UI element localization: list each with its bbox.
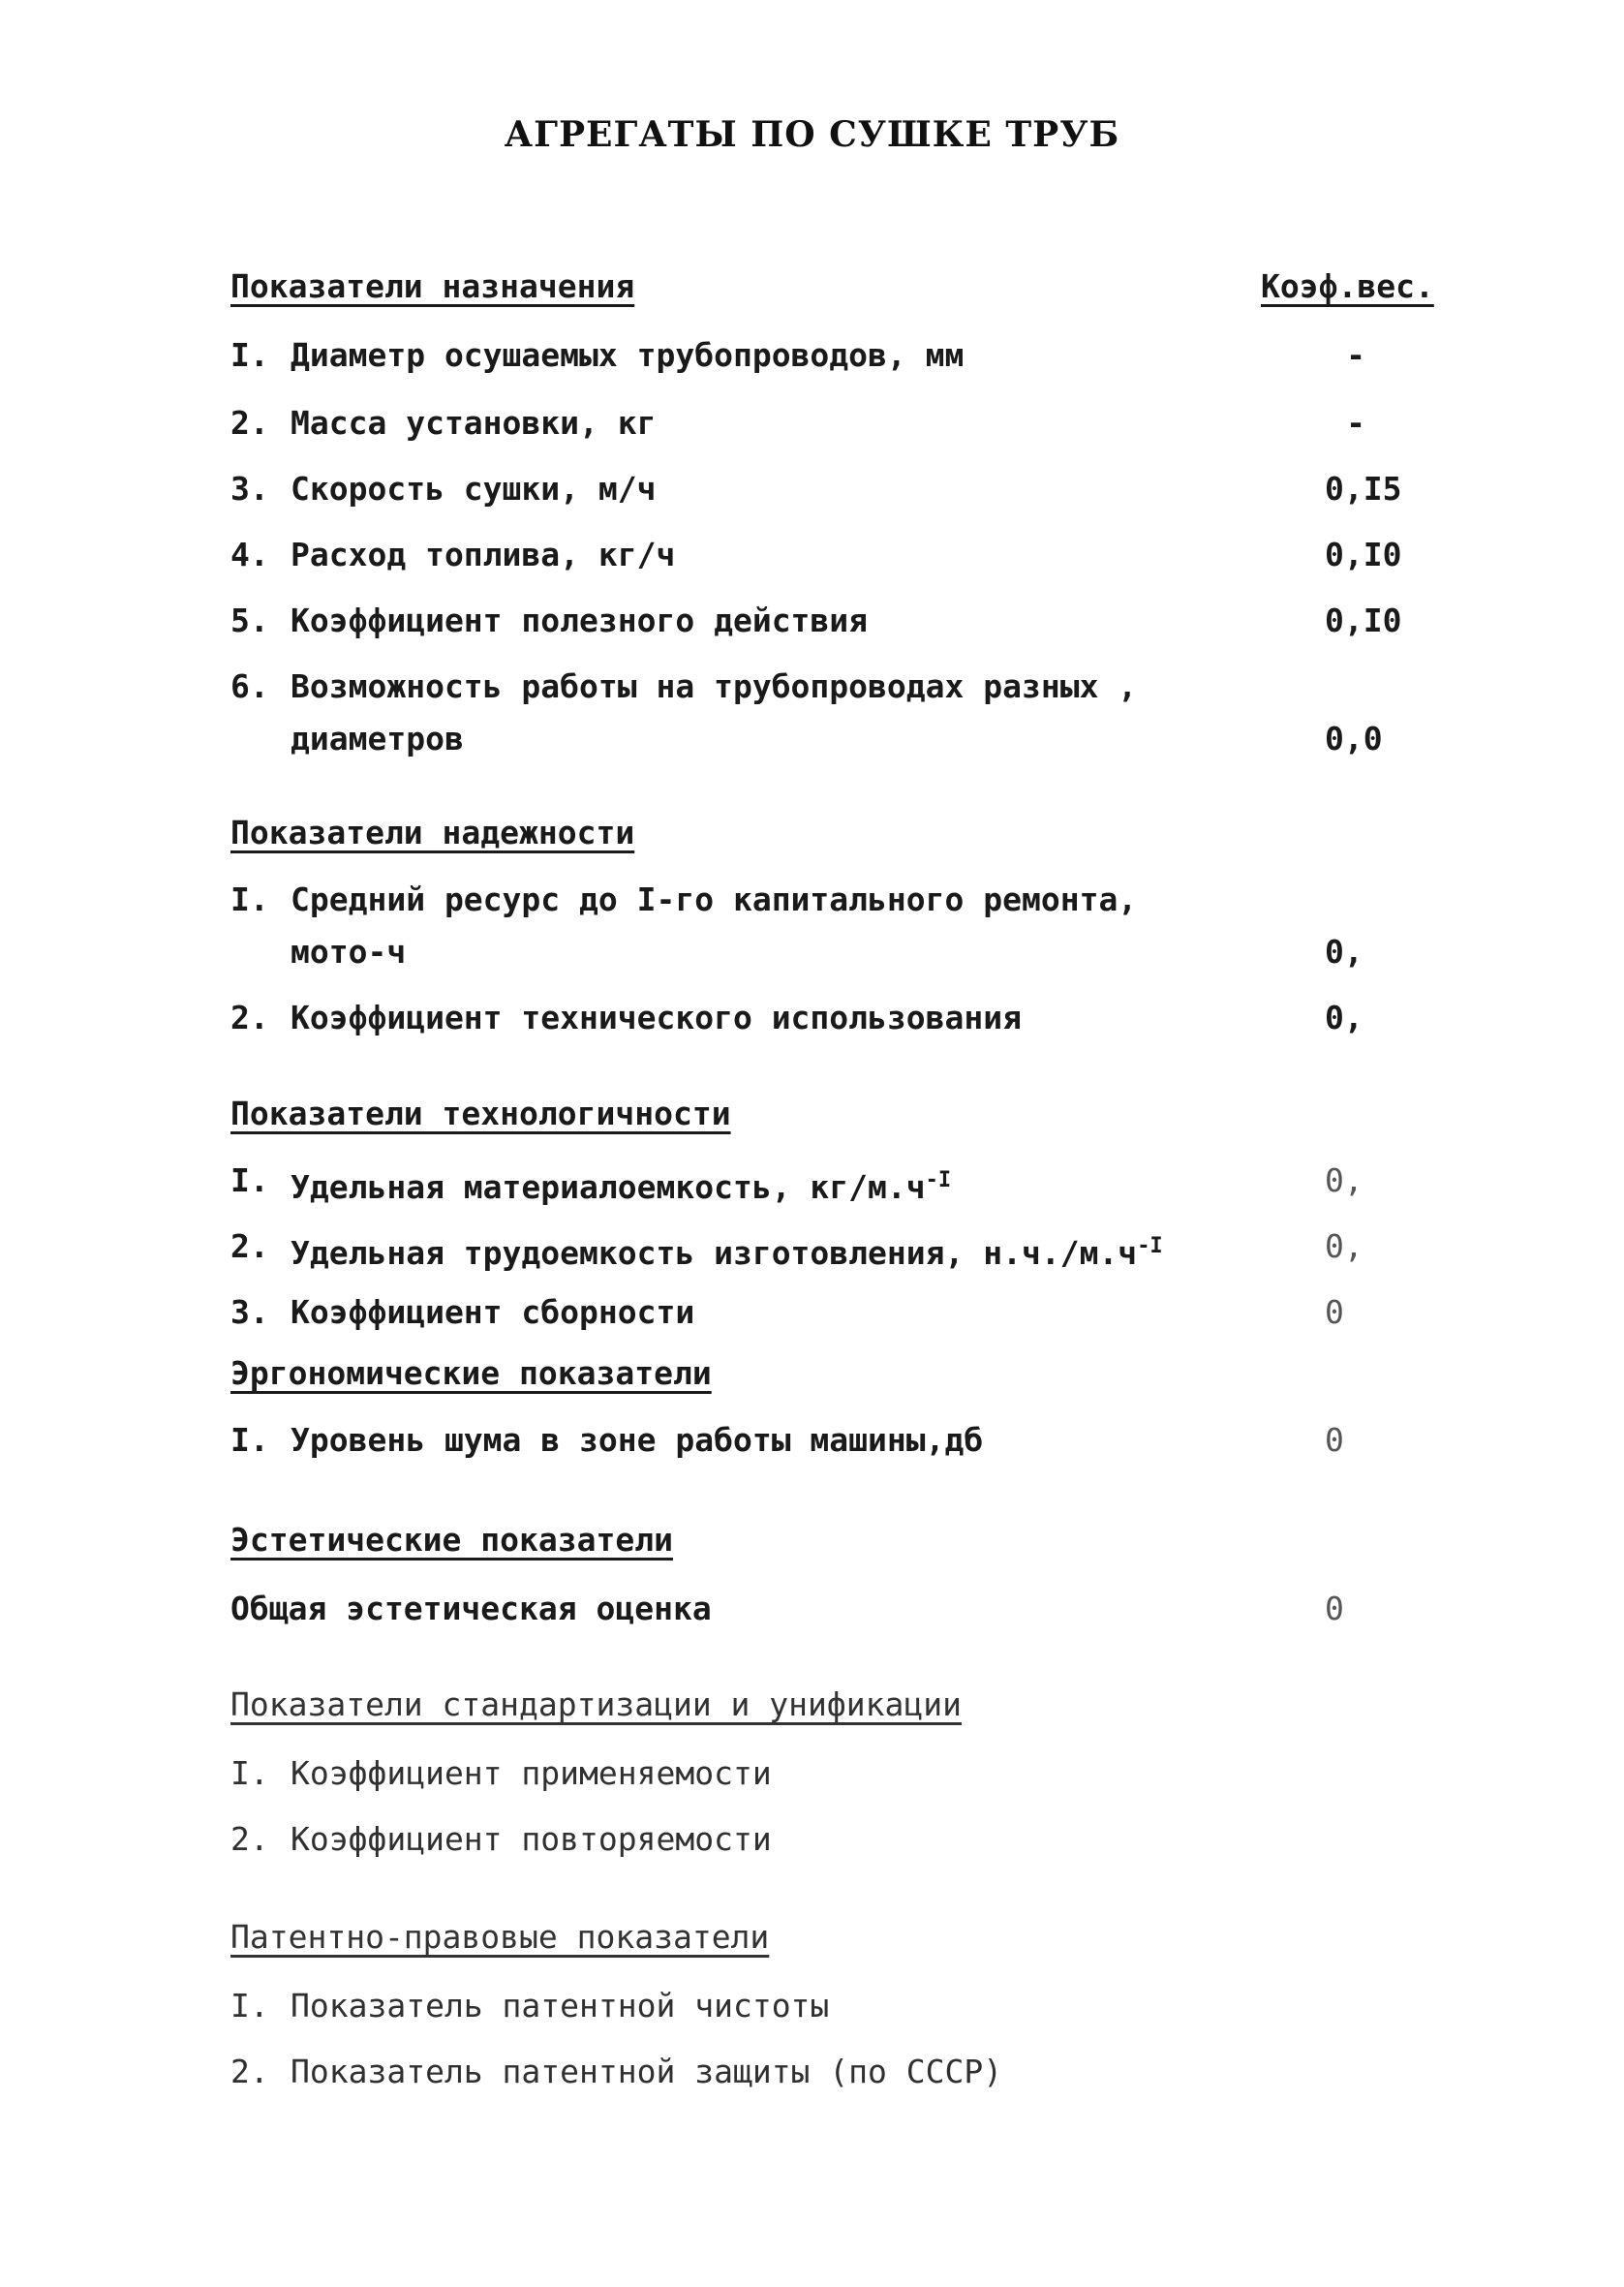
item-text: Расход топлива, кг/ч <box>291 536 676 573</box>
item-number: 6. <box>230 667 269 705</box>
item-number: 2. <box>230 999 269 1036</box>
item-coefficient: 0 <box>1325 1293 1344 1331</box>
item-number: 4. <box>230 536 269 573</box>
item-coefficient: 0,I0 <box>1325 536 1402 573</box>
list-item <box>230 1583 1373 1635</box>
item-number: I. <box>230 1161 269 1199</box>
item-coefficient: 0, <box>1325 1227 1364 1265</box>
item-text: Коэффициент применяемости <box>291 1754 772 1792</box>
item-text-main: Удельная материалоемкость, кг/м.ч <box>291 1168 926 1206</box>
item-coefficient: - <box>1346 404 1365 442</box>
item-number: 3. <box>230 470 269 508</box>
item-number: I. <box>230 1421 269 1459</box>
unit-exponent: -I <box>1137 1234 1163 1258</box>
list-item <box>230 1221 1373 1280</box>
list-item <box>230 1414 1373 1467</box>
section-heading-purpose: Показатели назначения <box>230 267 635 305</box>
item-text: Масса установки, кг <box>291 404 657 442</box>
item-text: Показатель патентной защиты (по СССР) <box>291 2053 1003 2090</box>
item-coefficient: - <box>1346 336 1365 374</box>
item-text: Средний ресурс до I-го капитального ремонта, мото-ч <box>291 881 1138 971</box>
item-text: Скорость сушки, м/ч <box>291 470 657 508</box>
list-item <box>230 661 1373 765</box>
list-item <box>230 1980 1373 2032</box>
section-heading-patent: Патентно-правовые показатели <box>230 1918 770 1956</box>
list-item <box>230 329 1373 382</box>
list-item <box>230 463 1373 515</box>
item-text: Показатель патентной чистоты <box>291 1987 830 2024</box>
list-item <box>230 397 1373 449</box>
item-coefficient: 0,I5 <box>1325 470 1402 508</box>
item-number: 3. <box>230 1293 269 1331</box>
list-item <box>230 992 1373 1044</box>
item-text: Диаметр осушаемых трубопроводов, мм <box>291 336 965 374</box>
item-coefficient: 0, <box>1325 933 1364 971</box>
item-number: 2. <box>230 1227 269 1265</box>
item-number: I. <box>230 336 269 374</box>
unit-exponent: -I <box>925 1168 952 1192</box>
list-item <box>230 1747 1373 1800</box>
item-number: 2. <box>230 2053 269 2090</box>
section-heading-reliability: Показатели надежности <box>230 814 635 851</box>
item-text <box>291 1155 1259 1214</box>
list-item <box>230 2046 1373 2098</box>
item-text: Коэффициент полезного действия <box>291 602 869 639</box>
item-text: Общая эстетическая оценка <box>230 1590 712 1627</box>
section-heading-standardization: Показатели стандартизации и унификации <box>230 1685 962 1723</box>
list-item <box>230 595 1373 647</box>
item-number: 5. <box>230 602 269 639</box>
item-coefficient: 0,0 <box>1325 720 1383 757</box>
section-heading-ergonomic: Эргономические показатели <box>230 1354 712 1392</box>
section-heading-aesthetic: Эстетические показатели <box>230 1521 673 1559</box>
item-text: Уровень шума в зоне работы машины,дб <box>291 1421 984 1459</box>
item-number: I. <box>230 881 269 918</box>
item-coefficient: 0,I0 <box>1325 602 1402 639</box>
item-coefficient: 0 <box>1325 1421 1344 1459</box>
section-heading-manufacturability: Показатели технологичности <box>230 1095 731 1132</box>
item-number: I. <box>230 1987 269 2024</box>
item-text: Коэффициент технического использования <box>291 999 1022 1036</box>
list-item <box>230 1155 1373 1214</box>
coefficient-column-header: Коэф.вес. <box>1261 267 1434 305</box>
list-item <box>230 1813 1373 1866</box>
item-number: I. <box>230 1754 269 1792</box>
item-text: Коэффициент повторяемости <box>291 1820 772 1858</box>
item-text <box>291 1221 1259 1280</box>
list-item <box>230 1286 1373 1339</box>
item-coefficient: 0, <box>1325 1161 1364 1199</box>
document-title: АГРЕГАТЫ ПО СУШКЕ ТРУБ <box>504 114 1120 155</box>
item-number: 2. <box>230 1820 269 1858</box>
item-text: Коэффициент сборности <box>291 1293 695 1331</box>
item-number: 2. <box>230 404 269 442</box>
item-coefficient: 0 <box>1325 1590 1344 1627</box>
item-text-main: Удельная трудоемкость изготовления, н.ч./м.ч <box>291 1234 1138 1272</box>
list-item <box>230 874 1373 978</box>
list-item <box>230 529 1373 581</box>
item-text: Возможность работы на трубопроводах разных , диаметров <box>291 667 1138 757</box>
item-coefficient: 0, <box>1325 999 1364 1036</box>
